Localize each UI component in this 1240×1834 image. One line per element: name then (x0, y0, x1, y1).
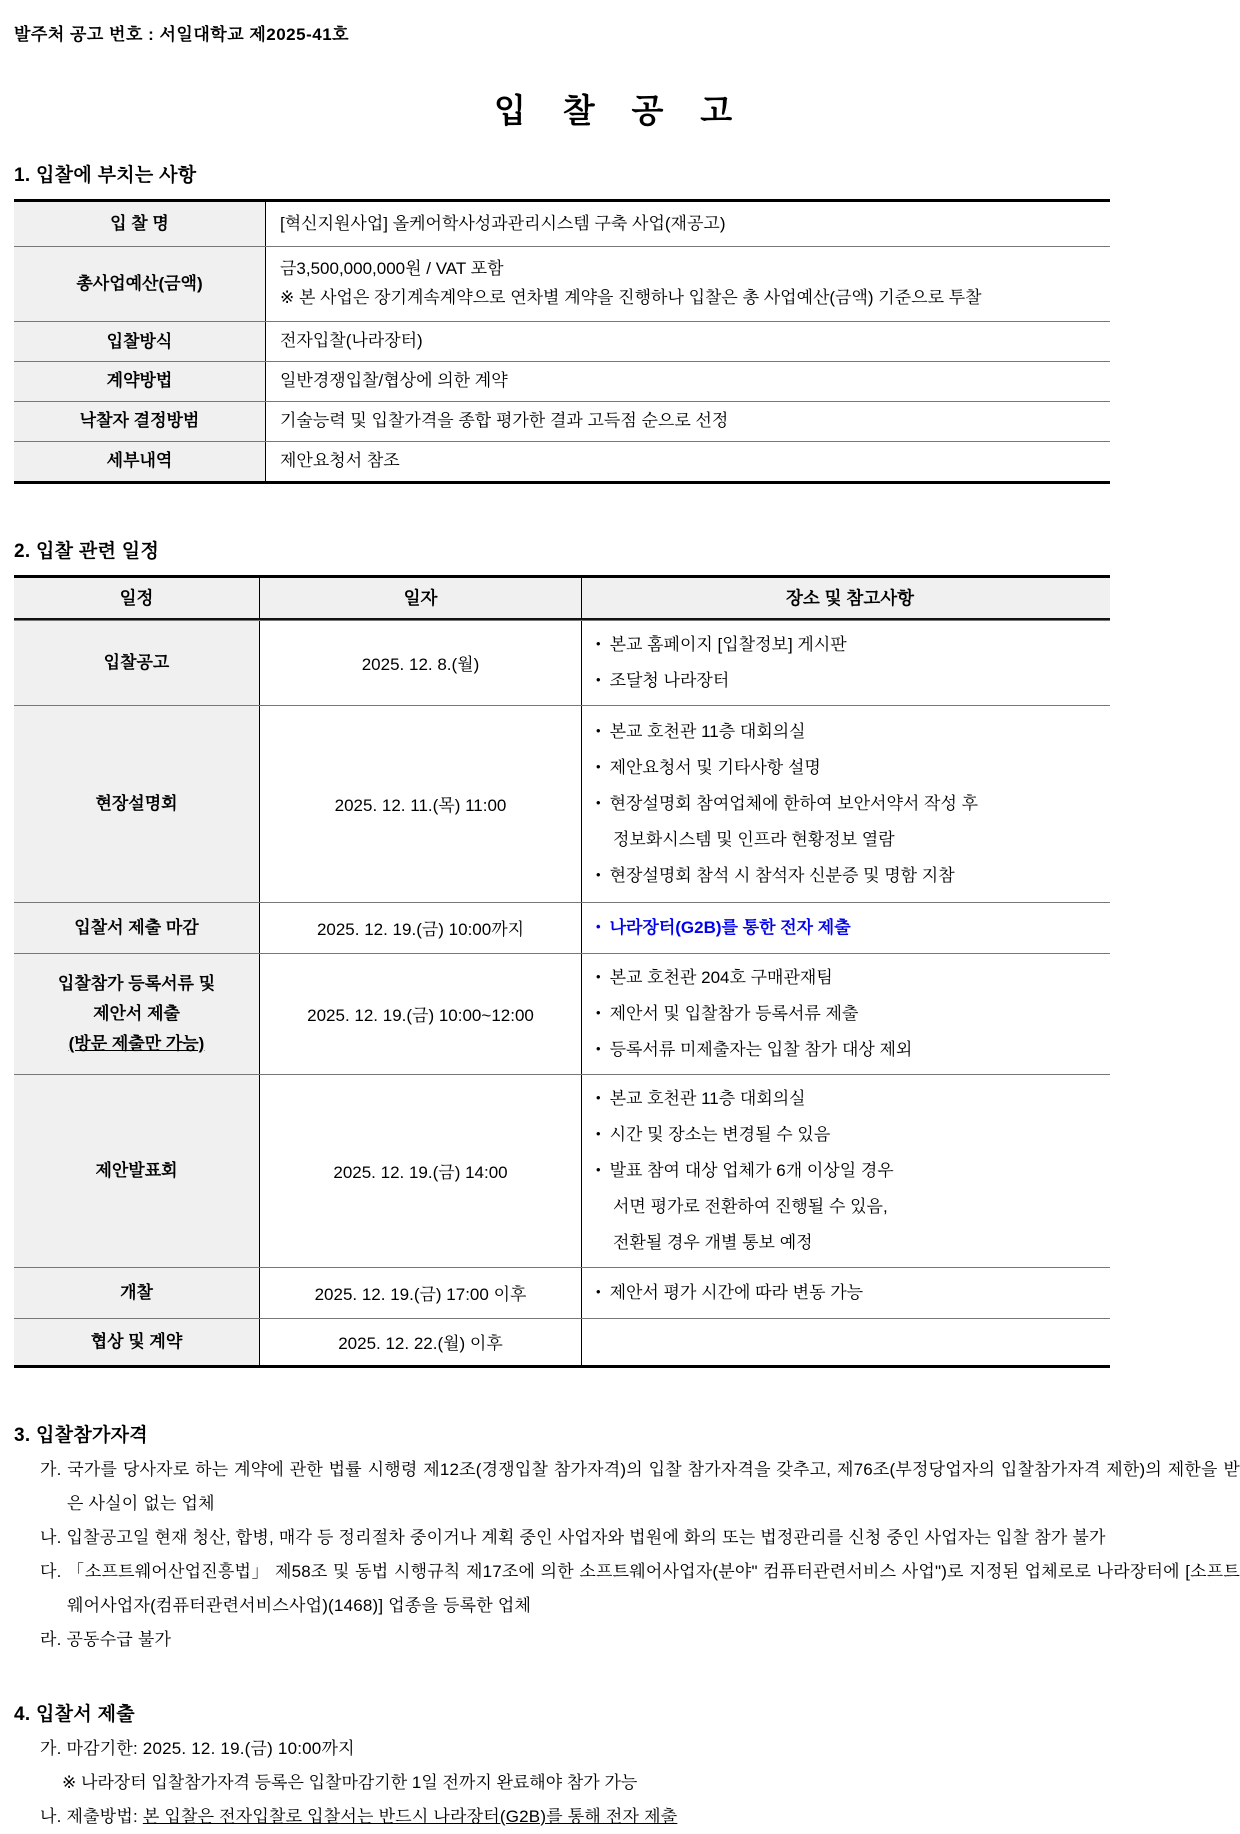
column-header: 장소 및 참고사항 (581, 578, 1110, 618)
row-label (14, 954, 259, 1074)
note-line: • 현장설명회 참석 시 참석자 신분증 및 명함 지참 (596, 858, 1104, 894)
row-label: 입 찰 명 (14, 202, 265, 246)
note-line: • 본교 호천관 11층 대회의실 (596, 714, 1104, 750)
table-row (14, 246, 1110, 321)
row-value: 일반경쟁입찰/협상에 의한 계약 (265, 362, 1110, 401)
note-line: • 현장설명회 참여업체에 한하여 보안서약서 작성 후 (596, 786, 1104, 822)
schedule-table (14, 575, 1110, 1368)
submission-method-item (40, 1800, 1240, 1834)
row-label: 총사업예산(금액) (14, 247, 265, 321)
section-3 (14, 1420, 1240, 1657)
note-line: • 제안서 평가 시간에 따라 변동 가능 (596, 1275, 1104, 1311)
row-value: [혁신지원사업] 올케어학사성과관리시스템 구축 사업(재공고) (265, 202, 1110, 246)
row-value (265, 247, 1110, 321)
qualification-item: 나. 입찰공고일 현재 청산, 합병, 매각 등 정리절차 중이거나 계획 중인 사업자와 법원에 화의 또는 법정관리를 신청 중인 사업자는 입찰 참가 불가 (40, 1527, 1106, 1547)
row-notes (581, 954, 1110, 1074)
note-line: 전환될 경우 개별 통보 예정 (613, 1232, 813, 1252)
row-notes (581, 1268, 1110, 1318)
note-line: • 본교 호천관 204호 구매관재팀 (596, 960, 1104, 996)
row-value: 기술능력 및 입찰가격을 종합 평가한 결과 고득점 순으로 선정 (265, 402, 1110, 441)
bid-summary-table (14, 199, 1110, 484)
row-label: 현장설명회 (14, 706, 259, 902)
row-label: 입찰서 제출 마감 (14, 903, 259, 953)
section-2-heading: 2. 입찰 관련 일정 (14, 540, 160, 562)
deadline-item: 가. 마감기한: 2025. 12. 19.(금) 10:00까지 (40, 1738, 355, 1758)
row-date: 2025. 12. 19.(금) 17:00 이후 (259, 1268, 581, 1318)
note-line: • 시간 및 장소는 변경될 수 있음 (596, 1117, 1104, 1153)
row-label: 입찰방식 (14, 322, 265, 361)
note-line: • 발표 참여 대상 업체가 6개 이상일 경우 (596, 1153, 1104, 1189)
column-header: 일정 (14, 578, 259, 618)
table-row (14, 902, 1110, 953)
row-label: 세부내역 (14, 442, 265, 481)
row-notes (581, 1075, 1110, 1267)
row-notes-empty (581, 1319, 1110, 1365)
qualification-item: 가. 국가를 당사자로 하는 계약에 관한 법률 시행령 제12조(경쟁입찰 참가자격)의 입찰 참가자격을 갖추고, 제76조(부정당업자의 입찰참가자격 제한)의 제한을 받은 사실이 없는 업체 (40, 1459, 1240, 1513)
section-1-heading: 1. 입찰에 부치는 사항 (14, 165, 197, 186)
row-date: 2025. 12. 19.(금) 14:00 (259, 1075, 581, 1267)
table-row (14, 321, 1110, 361)
table-row (14, 202, 1110, 246)
table-row (14, 1267, 1110, 1318)
row-date: 2025. 12. 19.(금) 10:00~12:00 (259, 954, 581, 1074)
note-line: • 제안요청서 및 기타사항 설명 (596, 750, 1104, 786)
column-header: 일자 (259, 578, 581, 618)
table-row (14, 441, 1110, 481)
note-line: • 조달청 나라장터 (596, 663, 1104, 699)
registration-note: ※ 나라장터 입찰참가자격 등록은 입찰마감기한 1일 전까지 완료해야 참가 가능 (62, 1772, 638, 1792)
qualification-item: 다. 「소프트웨어산업진흥법」 제58조 및 동법 시행규칙 제17조에 의한 소프트웨어사업자(분야" 컴퓨터관련서비스 사업")로 지정된 업체로로 나라장터에 [소프트웨어사업자(컴퓨터관련서비스사업)(1468)] 업종을 등록한 업체 (40, 1561, 1240, 1615)
note-line: 서면 평가로 전환하여 진행될 수 있음, (613, 1196, 888, 1216)
row-date: 2025. 12. 22.(월) 이후 (259, 1319, 581, 1365)
row-date: 2025. 12. 19.(금) 10:00까지 (259, 903, 581, 953)
row-label: 낙찰자 결정방범 (14, 402, 265, 441)
row-date: 2025. 12. 11.(목) 11:00 (259, 706, 581, 902)
row-label: 계약방법 (14, 362, 265, 401)
table-row (14, 1318, 1110, 1365)
row-notes (581, 621, 1110, 705)
row-notes (581, 706, 1110, 902)
page-title: 입 찰 공 고 (493, 92, 747, 129)
section-4-heading: 4. 입찰서 제출 (14, 1703, 135, 1725)
label-line-underlined: (방문 제출만 가능) (68, 1033, 205, 1053)
budget-amount: 금3,500,000,000원 / VAT 포함 (280, 259, 504, 279)
table-row (14, 953, 1110, 1074)
row-label: 개찰 (14, 1268, 259, 1318)
row-value: 전자입찰(나라장터) (265, 322, 1110, 361)
row-date: 2025. 12. 8.(월) (259, 621, 581, 705)
row-value: 제안요청서 참조 (265, 442, 1110, 481)
section-4 (14, 1699, 1226, 1834)
table-row (14, 620, 1110, 705)
table-header-row (14, 578, 1110, 620)
table-row (14, 1074, 1110, 1267)
note-line: 정보화시스템 및 인프라 현황정보 열람 (613, 829, 895, 849)
method-prefix: 나. 제출방법: (40, 1806, 143, 1826)
row-label: 입찰공고 (14, 621, 259, 705)
row-label: 제안발표회 (14, 1075, 259, 1267)
budget-note: ※ 본 사업은 장기계속계약으로 연차별 계약을 진행하나 입찰은 총 사업예산(금액) 기준으로 투찰 (280, 288, 982, 307)
notice-number: 발주처 공고 번호 : 서일대학교 제2025-41호 (14, 25, 350, 44)
method-underlined-text: 본 입찰은 전자입찰로 입찰서는 반드시 나라장터(G2B)를 통해 전자 제출 (142, 1806, 678, 1826)
section-3-heading: 3. 입찰참가자격 (14, 1424, 148, 1446)
row-notes (581, 903, 1110, 953)
table-row (14, 361, 1110, 401)
table-row (14, 401, 1110, 441)
note-line: • 본교 홈페이지 [입찰정보] 게시판 (596, 627, 1104, 663)
note-line: • 제안서 및 입찰참가 등록서류 제출 (596, 996, 1104, 1032)
label-line: 제안서 제출 (93, 1003, 180, 1023)
note-line: • 본교 호천관 11층 대회의실 (596, 1081, 1104, 1117)
note-line-highlighted: • 나라장터(G2B)를 통한 전자 제출 (596, 910, 1104, 946)
qualification-item: 라. 공동수급 불가 (40, 1629, 172, 1649)
row-label: 협상 및 계약 (14, 1319, 259, 1365)
label-line: 입찰참가 등록서류 및 (57, 974, 216, 994)
note-line: • 등록서류 미제출자는 입찰 참가 대상 제외 (596, 1032, 1104, 1068)
table-row (14, 705, 1110, 902)
